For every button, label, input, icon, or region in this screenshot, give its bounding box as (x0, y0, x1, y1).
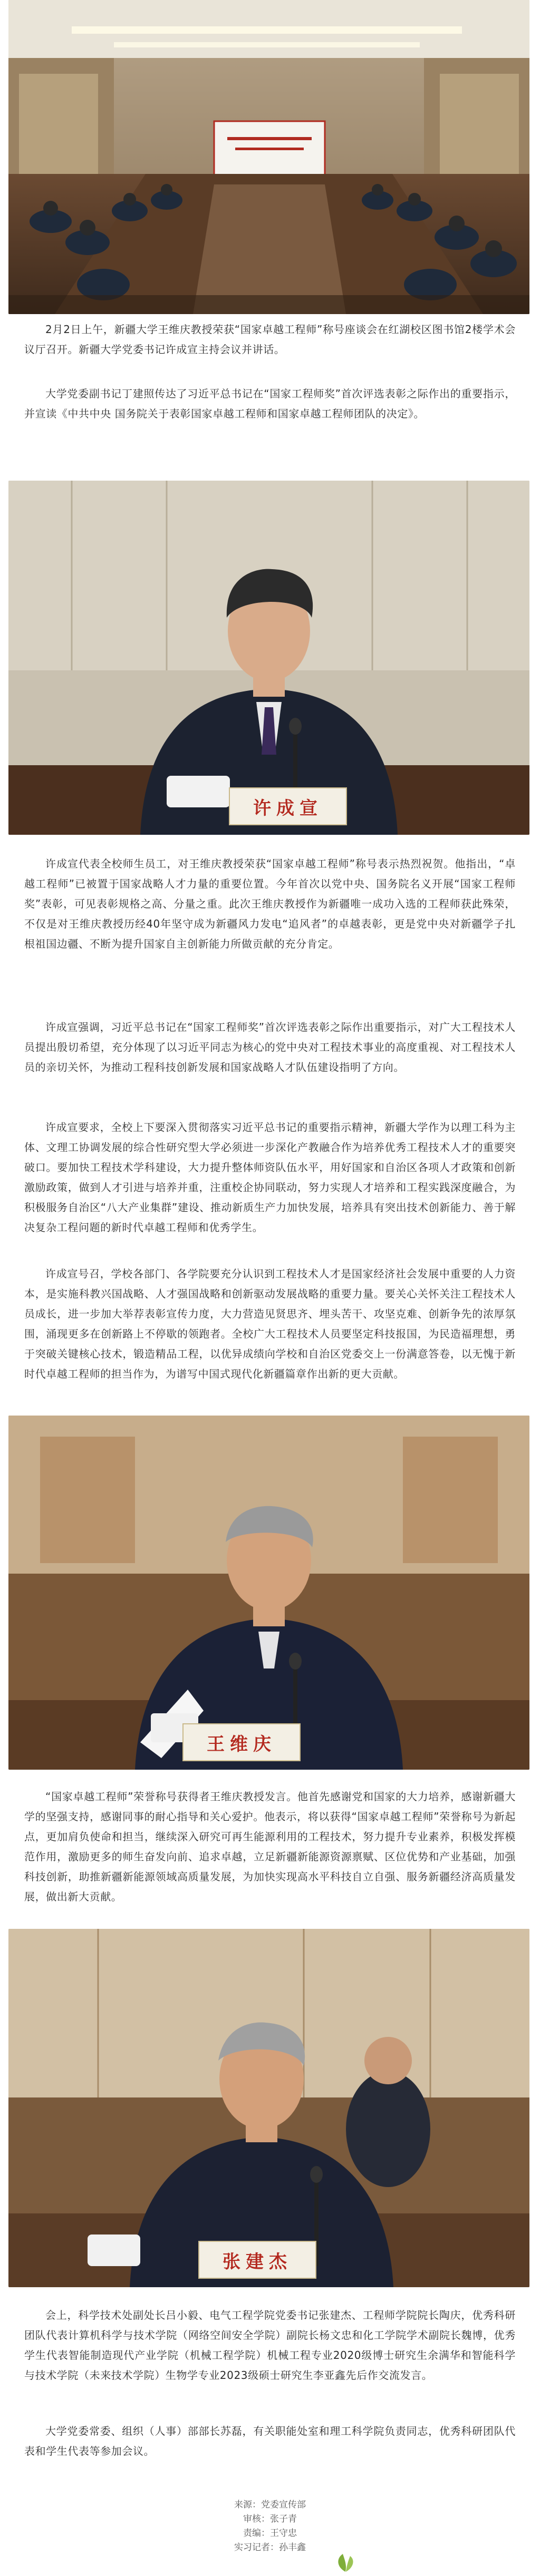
credit-review: 审核：张子青 (243, 2514, 297, 2524)
nameplate-wang: 王维庆 (182, 1723, 301, 1761)
meeting-hall-photo (8, 0, 529, 314)
paragraph-emphasis: 许成宣强调，习近平总书记在“国家工程师奖”首次评选表彰之际作出重要指示，对广大工程技术人员提出殷切希望，充分体现了以习近平同志为核心的党中央对工程技术事业的高度重视、对工程技术人员的亲切关怀，为推动工程科技创新发展和国家战略人才队伍建设指明了方向。 (24, 1021, 516, 1074)
leaf-icon (332, 2552, 359, 2575)
paragraph-opening: 2月2日上午，新疆大学王维庆教授荣获“国家卓越工程师”称号座谈会在红湖校区图书馆2楼学术会议厅召开。新疆大学党委书记许成宣主持会议并讲话。 (24, 323, 516, 356)
paragraph-exchanges: 会上，科学技术处副处长吕小毅、电气工程学院党委书记张建杰、工程师学院院长陶庆，优秀科研团队代表计算机科学与技术学院（网络空间安全学院）副院长杨文忠和化工学院学术副院长魏博，优秀学生代表智能制造现代产业学院（机械工程学院）机械工程专业2020级博士研究生余满华和智能科学与技术学院（未来技术学院）生物学专业2023级硕士研究生李亚鑫先后作交流发言。 (24, 2309, 516, 2382)
paragraph-transmit-instructions: 大学党委副书记丁建照传达了习近平总书记在“国家工程师奖”首次评选表彰之际作出的重要指示，并宣读《中共中央 国务院关于表彰国家卓越工程师和国家卓越工程师团队的决定》。 (24, 387, 516, 420)
nameplate-xu: 许成宣 (229, 787, 347, 825)
paragraph-call-to-action: 许成宣号召，学校各部门、各学院要充分认识到工程技术人才是国家经济社会发展中重要的人力资本，是实施科教兴国战略、人才强国战略和创新驱动发展战略的重要力量。要关心关怀关注工程技术人员成长，进一步加大举荐表彰宣传力度，大力营造见贤思齐、埋头苦干、攻坚克难、创新争先的浓厚氛围，涌现更多在创新路上不停歇的领跑者。全校广大工程技术人员要坚定科技报国，为民造福理想，勇于突破关键核心技术，锻造精品工程，以优异成绩向学校和自治区党委交上一份满意答卷，以无愧于新时代卓越工程师的担当作为，为谱写中国式现代化新疆篇章作出新的更大贡献。 (24, 1267, 516, 1380)
article-credits (0, 2498, 540, 2555)
paragraph-requirements: 许成宣要求，全校上下要深入贯彻落实习近平总书记的重要指示精神，新疆大学作为以理工科为主体、文理工协调发展的综合性研究型大学必须进一步深化产教融合作为培养优秀工程技术人才的重要突破口。要加快工程技术学科建设，大力提升整体师资队伍水平，用好国家和自治区各项人才政策和创新激励政策，做到人才引进与培养并重，注重校企协同联动，努力实现人才培养和工程实践深度融合，为积极服务自治区“八大产业集群”建设、推动新质生产力加快发展，培养具有突出技术创新能力、善于解决复杂工程问题的新时代卓越工程师和优秀学生。 (24, 1121, 516, 1234)
credit-intern: 实习记者：孙丰鑫 (234, 2542, 306, 2553)
credit-source: 来源：党委宣传部 (234, 2500, 306, 2510)
paragraph-congratulations: 许成宣代表全校师生员工，对王维庆教授荣获“国家卓越工程师”称号表示热烈祝贺。他指出，“卓越工程师”已被置于国家战略人才力量的重要位置。今年首次以党中央、国务院名义开展“国家工程师奖”表彰，可见表彰规格之高、分量之重。此次王维庆教授作为新疆唯一成功入选的工程师获此殊荣，不仅是对王维庆教授历经40年坚守成为新疆风力发电“追风者”的卓越表彰，更是党中央对新疆学子扎根祖国边疆、不断为提升国家自主创新能力所做贡献的充分肯定。 (24, 857, 516, 950)
nameplate-zhang: 张建杰 (198, 2241, 316, 2279)
speaker-xu-photo (8, 481, 529, 835)
credit-editor: 责编：王守忠 (243, 2528, 297, 2539)
speaker-wang-photo (8, 1416, 529, 1770)
paragraph-attendees: 大学党委常委、组织（人事）部部长苏磊，有关职能处室和理工科学院负责同志，优秀科研团队代表和学生代表等参加会议。 (24, 2425, 516, 2457)
speaker-zhang-photo (8, 1929, 529, 2287)
paragraph-wang-remarks: “国家卓越工程师”荣誉称号获得者王维庆教授发言。他首先感谢党和国家的大力培养，感谢新疆大学的坚强支持，感谢同事的耐心指导和关心爱护。他表示，将以获得“国家卓越工程师”荣誉称号为新起点，更加肩负使命和担当，继续深入研究可再生能源利用的工程技术，努力提升专业素养，积极发挥模范作用，激励更多的师生奋发向前、追求卓越，立足新疆新能源资源禀赋、区位优势和产业基础，加强科技创新，助推新疆新能源领域高质量发展，为加快实现高水平科技自立自强、服务新疆经济高质量发展，做出新大贡献。 (24, 1790, 516, 1903)
